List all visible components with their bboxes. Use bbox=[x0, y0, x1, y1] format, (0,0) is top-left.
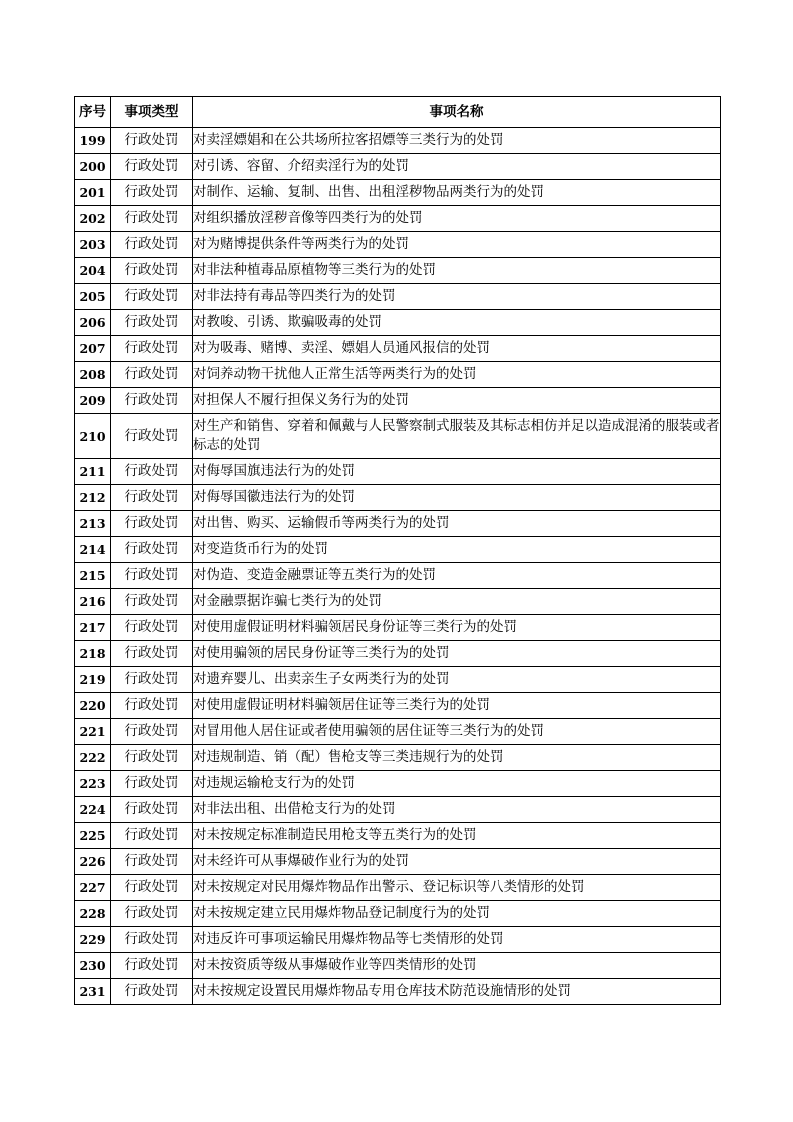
row-type: 行政处罚 bbox=[111, 901, 193, 927]
row-type: 行政处罚 bbox=[111, 875, 193, 901]
row-number: 227 bbox=[75, 875, 111, 901]
row-name: 对卖淫嫖娼和在公共场所拉客招嫖等三类行为的处罚 bbox=[193, 128, 721, 154]
row-name: 对为赌博提供条件等两类行为的处罚 bbox=[193, 232, 721, 258]
table-row bbox=[75, 336, 721, 362]
row-type: 行政处罚 bbox=[111, 641, 193, 667]
table-row bbox=[75, 901, 721, 927]
table-row bbox=[75, 589, 721, 615]
row-name: 对使用骗领的居民身份证等三类行为的处罚 bbox=[193, 641, 721, 667]
row-name: 对未按规定对民用爆炸物品作出警示、登记标识等八类情形的处罚 bbox=[193, 875, 721, 901]
row-number: 224 bbox=[75, 797, 111, 823]
row-number: 207 bbox=[75, 336, 111, 362]
table-row bbox=[75, 927, 721, 953]
table-row bbox=[75, 310, 721, 336]
row-number: 204 bbox=[75, 258, 111, 284]
row-name: 对非法出租、出借枪支行为的处罚 bbox=[193, 797, 721, 823]
row-type: 行政处罚 bbox=[111, 849, 193, 875]
row-name: 对未按规定建立民用爆炸物品登记制度行为的处罚 bbox=[193, 901, 721, 927]
header-name: 事项名称 bbox=[193, 97, 721, 128]
row-number: 214 bbox=[75, 537, 111, 563]
table-row bbox=[75, 797, 721, 823]
header-type: 事项类型 bbox=[111, 97, 193, 128]
row-number: 213 bbox=[75, 511, 111, 537]
row-name: 对未按规定设置民用爆炸物品专用仓库技术防范设施情形的处罚 bbox=[193, 979, 721, 1005]
row-number: 205 bbox=[75, 284, 111, 310]
row-type: 行政处罚 bbox=[111, 310, 193, 336]
row-name: 对引诱、容留、介绍卖淫行为的处罚 bbox=[193, 154, 721, 180]
row-number: 222 bbox=[75, 745, 111, 771]
table-row bbox=[75, 180, 721, 206]
row-type: 行政处罚 bbox=[111, 362, 193, 388]
table-row bbox=[75, 719, 721, 745]
row-name: 对未经许可从事爆破作业行为的处罚 bbox=[193, 849, 721, 875]
row-number: 200 bbox=[75, 154, 111, 180]
row-type: 行政处罚 bbox=[111, 797, 193, 823]
table-row bbox=[75, 485, 721, 511]
row-number: 231 bbox=[75, 979, 111, 1005]
row-name: 对侮辱国徽违法行为的处罚 bbox=[193, 485, 721, 511]
row-number: 210 bbox=[75, 414, 111, 459]
row-name: 对遗弃婴儿、出卖亲生子女两类行为的处罚 bbox=[193, 667, 721, 693]
row-number: 216 bbox=[75, 589, 111, 615]
table-row bbox=[75, 563, 721, 589]
row-type: 行政处罚 bbox=[111, 128, 193, 154]
row-number: 203 bbox=[75, 232, 111, 258]
table-row bbox=[75, 206, 721, 232]
table-row bbox=[75, 693, 721, 719]
row-name: 对教唆、引诱、欺骗吸毒的处罚 bbox=[193, 310, 721, 336]
row-number: 223 bbox=[75, 771, 111, 797]
row-name: 对为吸毒、赌博、卖淫、嫖娼人员通风报信的处罚 bbox=[193, 336, 721, 362]
row-number: 225 bbox=[75, 823, 111, 849]
row-number: 218 bbox=[75, 641, 111, 667]
row-name: 对使用虚假证明材料骗领居民身份证等三类行为的处罚 bbox=[193, 615, 721, 641]
row-type: 行政处罚 bbox=[111, 206, 193, 232]
row-type: 行政处罚 bbox=[111, 180, 193, 206]
row-type: 行政处罚 bbox=[111, 693, 193, 719]
row-number: 206 bbox=[75, 310, 111, 336]
row-name: 对金融票据诈骗七类行为的处罚 bbox=[193, 589, 721, 615]
row-name: 对伪造、变造金融票证等五类行为的处罚 bbox=[193, 563, 721, 589]
table-row bbox=[75, 284, 721, 310]
table-body bbox=[75, 128, 721, 1005]
row-number: 221 bbox=[75, 719, 111, 745]
table-row bbox=[75, 537, 721, 563]
row-type: 行政处罚 bbox=[111, 284, 193, 310]
row-type: 行政处罚 bbox=[111, 537, 193, 563]
row-number: 209 bbox=[75, 388, 111, 414]
row-number: 208 bbox=[75, 362, 111, 388]
row-number: 215 bbox=[75, 563, 111, 589]
row-name: 对未按规定标准制造民用枪支等五类行为的处罚 bbox=[193, 823, 721, 849]
row-name: 对违反许可事项运输民用爆炸物品等七类情形的处罚 bbox=[193, 927, 721, 953]
row-number: 211 bbox=[75, 459, 111, 485]
row-name: 对担保人不履行担保义务行为的处罚 bbox=[193, 388, 721, 414]
table-row bbox=[75, 258, 721, 284]
row-number: 212 bbox=[75, 485, 111, 511]
row-type: 行政处罚 bbox=[111, 615, 193, 641]
table-row bbox=[75, 641, 721, 667]
row-number: 219 bbox=[75, 667, 111, 693]
table-row bbox=[75, 875, 721, 901]
row-name: 对使用虚假证明材料骗领居住证等三类行为的处罚 bbox=[193, 693, 721, 719]
row-type: 行政处罚 bbox=[111, 589, 193, 615]
row-name: 对出售、购买、运输假币等两类行为的处罚 bbox=[193, 511, 721, 537]
row-type: 行政处罚 bbox=[111, 154, 193, 180]
row-type: 行政处罚 bbox=[111, 459, 193, 485]
row-name: 对非法持有毒品等四类行为的处罚 bbox=[193, 284, 721, 310]
row-type: 行政处罚 bbox=[111, 485, 193, 511]
items-table bbox=[74, 96, 721, 1005]
row-name: 对未按资质等级从事爆破作业等四类情形的处罚 bbox=[193, 953, 721, 979]
header-no: 序号 bbox=[75, 97, 111, 128]
row-type: 行政处罚 bbox=[111, 511, 193, 537]
row-type: 行政处罚 bbox=[111, 979, 193, 1005]
table-row bbox=[75, 459, 721, 485]
row-type: 行政处罚 bbox=[111, 745, 193, 771]
row-number: 230 bbox=[75, 953, 111, 979]
row-name: 对侮辱国旗违法行为的处罚 bbox=[193, 459, 721, 485]
table-row bbox=[75, 362, 721, 388]
table-row bbox=[75, 849, 721, 875]
row-type: 行政处罚 bbox=[111, 336, 193, 362]
table-row bbox=[75, 615, 721, 641]
table-row bbox=[75, 511, 721, 537]
row-type: 行政处罚 bbox=[111, 719, 193, 745]
row-type: 行政处罚 bbox=[111, 667, 193, 693]
table-row bbox=[75, 388, 721, 414]
row-name: 对饲养动物干扰他人正常生活等两类行为的处罚 bbox=[193, 362, 721, 388]
row-name: 对制作、运输、复制、出售、出租淫秽物品两类行为的处罚 bbox=[193, 180, 721, 206]
row-number: 228 bbox=[75, 901, 111, 927]
row-name: 对生产和销售、穿着和佩戴与人民警察制式服装及其标志相仿并足以造成混淆的服装或者标志的处罚 bbox=[193, 414, 721, 459]
row-name: 对违规制造、销（配）售枪支等三类违规行为的处罚 bbox=[193, 745, 721, 771]
table-row bbox=[75, 154, 721, 180]
table-row bbox=[75, 414, 721, 459]
header-row bbox=[75, 97, 721, 128]
row-type: 行政处罚 bbox=[111, 258, 193, 284]
table-row bbox=[75, 953, 721, 979]
row-number: 229 bbox=[75, 927, 111, 953]
table-row bbox=[75, 232, 721, 258]
row-type: 行政处罚 bbox=[111, 927, 193, 953]
table-row bbox=[75, 771, 721, 797]
row-name: 对组织播放淫秽音像等四类行为的处罚 bbox=[193, 206, 721, 232]
table-row bbox=[75, 745, 721, 771]
row-number: 226 bbox=[75, 849, 111, 875]
row-type: 行政处罚 bbox=[111, 953, 193, 979]
row-number: 220 bbox=[75, 693, 111, 719]
row-type: 行政处罚 bbox=[111, 414, 193, 459]
row-type: 行政处罚 bbox=[111, 232, 193, 258]
table-row bbox=[75, 128, 721, 154]
row-number: 217 bbox=[75, 615, 111, 641]
row-type: 行政处罚 bbox=[111, 771, 193, 797]
row-type: 行政处罚 bbox=[111, 823, 193, 849]
row-name: 对违规运输枪支行为的处罚 bbox=[193, 771, 721, 797]
table-row bbox=[75, 979, 721, 1005]
row-name: 对变造货币行为的处罚 bbox=[193, 537, 721, 563]
table-row bbox=[75, 667, 721, 693]
table-row bbox=[75, 823, 721, 849]
row-number: 202 bbox=[75, 206, 111, 232]
row-name: 对非法种植毒品原植物等三类行为的处罚 bbox=[193, 258, 721, 284]
row-type: 行政处罚 bbox=[111, 388, 193, 414]
row-number: 201 bbox=[75, 180, 111, 206]
row-type: 行政处罚 bbox=[111, 563, 193, 589]
row-number: 199 bbox=[75, 128, 111, 154]
row-name: 对冒用他人居住证或者使用骗领的居住证等三类行为的处罚 bbox=[193, 719, 721, 745]
